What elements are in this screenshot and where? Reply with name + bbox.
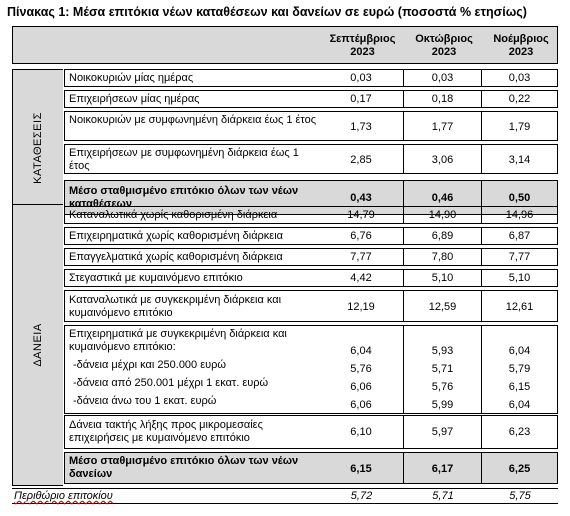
value-cell: 6,15 bbox=[508, 381, 531, 393]
row-label: Επιχειρήσεων μίας ημέρας bbox=[64, 90, 319, 108]
value-cell: 1,73 bbox=[319, 111, 404, 141]
row-label: Μέσο σταθμισμένο επιτόκιο όλων των νέων δανείων bbox=[64, 452, 319, 484]
value-cell: 6,04 bbox=[350, 345, 372, 357]
column-header-october: Οκτώβριος 2023 bbox=[415, 33, 473, 58]
value-cell: 6,23 bbox=[482, 415, 558, 449]
table-title: Πίνακας 1: Μέσα επιτόκια νέων καταθέσεων και δανείων σε ευρώ (ποσοστά % ετησίως) bbox=[7, 5, 527, 19]
value-cell: 7,80 bbox=[404, 248, 482, 266]
row-label: Νοικοκυριών με συμφωνημένη διάρκεια έως 1 έτος bbox=[64, 111, 319, 141]
value-cell: 5,71 bbox=[431, 363, 454, 375]
value-cell: 5,93 bbox=[431, 345, 454, 357]
value-cell: 6,06 bbox=[350, 381, 372, 393]
loans-section-label: ΔΑΝΕΙΑ bbox=[12, 204, 63, 486]
value-cell: 0,03 bbox=[482, 69, 558, 87]
value-cell: 14,96 bbox=[482, 206, 558, 224]
value-cell: 12,19 bbox=[319, 290, 404, 322]
value-cell: 12,61 bbox=[482, 290, 558, 322]
value-cell: 5,10 bbox=[404, 269, 482, 287]
value-cell: 5,76 bbox=[350, 363, 372, 375]
sub-row-label: -δάνεια άνω του 1 εκατ. ευρώ bbox=[73, 395, 217, 407]
row-label: Στεγαστικά με κυμαινόμενο επιτόκιο bbox=[64, 269, 319, 287]
value-cell: 5,99 bbox=[431, 399, 454, 411]
value-cell: 5,10 bbox=[482, 269, 558, 287]
value-cell: 6,17 bbox=[404, 452, 482, 484]
value-cell: 6,04 bbox=[508, 345, 531, 357]
interest-margin-row bbox=[12, 488, 558, 504]
row-label: Δάνεια τακτής λήξης προς μικρομεσαίες επιχειρήσεις με κυμαινόμενο επιτόκιο bbox=[64, 415, 319, 449]
value-column bbox=[319, 325, 404, 414]
value-cell: 5,71 bbox=[432, 490, 454, 502]
value-cell: 6,10 bbox=[319, 415, 404, 449]
row-label: Μέσο σταθμισμένο επιτόκιο όλων των νέων καταθέσεων bbox=[64, 180, 319, 215]
value-cell: 1,79 bbox=[482, 111, 558, 141]
value-cell: 0,18 bbox=[404, 90, 482, 108]
table-header bbox=[12, 26, 558, 64]
value-cell: 4,42 bbox=[319, 269, 404, 287]
row-label: Καταναλωτικά με συγκεκριμένη διάρκεια και κυμαινόμενο επιτόκιο bbox=[64, 290, 319, 322]
sub-row-label: -δάνεια μέχρι και 250.000 ευρώ bbox=[73, 359, 226, 371]
sub-row-label: -δάνεια από 250.001 μέχρι 1 εκατ. ευρώ bbox=[73, 377, 269, 389]
value-cell: 0,03 bbox=[319, 69, 404, 87]
column-header-november: Νοέμβριος 2023 bbox=[493, 33, 549, 58]
value-cell: 5,75 bbox=[509, 490, 531, 502]
value-cell: 0,03 bbox=[404, 69, 482, 87]
value-cell: 0,50 bbox=[482, 180, 558, 215]
value-cell: 12,59 bbox=[404, 290, 482, 322]
column-header-september: Σεπτέμβριος 2023 bbox=[329, 33, 396, 58]
value-cell: 5,79 bbox=[508, 363, 531, 375]
value-cell: 5,97 bbox=[404, 415, 482, 449]
value-cell: 6,04 bbox=[508, 399, 531, 411]
row-label: Επαγγελματικά χωρίς καθορισμένη διάρκεια bbox=[64, 248, 319, 266]
value-cell: 3,14 bbox=[482, 144, 558, 174]
value-cell: 7,77 bbox=[319, 248, 404, 266]
value-cell: 14,90 bbox=[404, 206, 482, 224]
value-cell: 6,76 bbox=[319, 227, 404, 245]
value-cell: 3,06 bbox=[404, 144, 482, 174]
row-label: Περιθώριο επιτοκίου bbox=[14, 490, 113, 502]
value-cell: 7,77 bbox=[482, 248, 558, 266]
value-cell: 6,15 bbox=[319, 452, 404, 484]
business-loans-labels bbox=[64, 325, 319, 414]
row-label: Επιχειρήσεων με συμφωνημένη διάρκεια έως 1 έτος bbox=[64, 144, 319, 174]
value-cell: 0,43 bbox=[319, 180, 404, 215]
value-cell: 1,77 bbox=[404, 111, 482, 141]
row-label: Νοικοκυριών μίας ημέρας bbox=[64, 69, 319, 87]
deposits-section-label: ΚΑΤΑΘΕΣΕΙΣ bbox=[12, 69, 63, 226]
row-label: Επιχειρηματικά χωρίς καθορισμένη διάρκεια bbox=[64, 227, 319, 245]
row-label: Επιχειρηματικά με συγκεκριμένη διάρκεια και κυμαινόμενο επιτόκιο: bbox=[69, 328, 287, 353]
row-label: Καταναλωτικά χωρίς καθορισμένη διάρκεια bbox=[64, 206, 319, 224]
value-cell: 0,17 bbox=[319, 90, 404, 108]
value-cell: 14,79 bbox=[319, 206, 404, 224]
value-cell: 2,85 bbox=[319, 144, 404, 174]
value-cell: 5,76 bbox=[431, 381, 454, 393]
value-cell: 6,87 bbox=[482, 227, 558, 245]
value-column bbox=[404, 325, 482, 414]
value-cell: 0,22 bbox=[482, 90, 558, 108]
value-column bbox=[482, 325, 558, 414]
value-cell: 0,46 bbox=[404, 180, 482, 215]
value-cell: 6,06 bbox=[350, 399, 372, 411]
value-cell: 6,89 bbox=[404, 227, 482, 245]
value-cell: 6,25 bbox=[482, 452, 558, 484]
value-cell: 5,72 bbox=[350, 490, 373, 502]
